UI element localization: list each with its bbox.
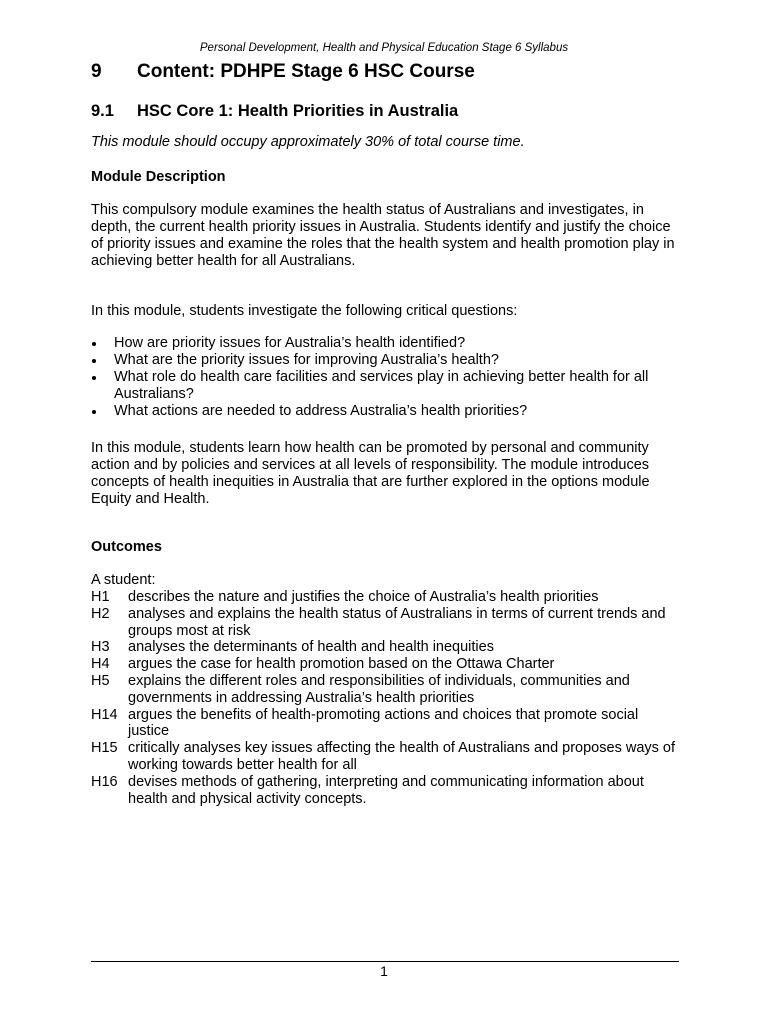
outcome-code: H2 xyxy=(91,605,110,622)
outcome-text: analyses and explains the health status of Australians in terms of current trends and groups most at risk xyxy=(128,605,666,639)
list-item: What actions are needed to address Australia’s health priorities? xyxy=(91,403,681,420)
outcome-text: describes the nature and justifies the choice of Australia’s health priorities xyxy=(128,589,599,605)
outcomes-heading: Outcomes xyxy=(91,539,162,555)
page-number: 1 xyxy=(380,963,388,979)
critical-questions-list xyxy=(91,335,681,420)
bullet-icon xyxy=(92,410,96,414)
outcome-text: analyses the determinants of health and health inequities xyxy=(128,639,494,656)
module-description-paragraph: This compulsory module examines the health status of Australians and investigates, in depth, the current health priority issues in Australia. Students identify and justify the choice of priority issues and examine the roles that the health system and health promotion play in achieving better health for all Australians. xyxy=(91,202,675,269)
learn-paragraph: In this module, students learn how health can be promoted by personal and community action and by policies and services at all levels of responsibility. The module introduces concepts of health inequities in Australia that are further explored in the options module Equity and Health. xyxy=(91,440,650,507)
outcome-code: H3 xyxy=(91,639,110,656)
outcome-item xyxy=(91,606,681,640)
list-item: How are priority issues for Australia’s health identified? xyxy=(91,335,681,352)
bullet-icon xyxy=(92,342,96,346)
module-description-heading: Module Description xyxy=(91,169,226,185)
outcome-text: explains the different roles and responsibilities of individuals, communities and governments in addressing Australia’s health priorities xyxy=(128,672,630,706)
running-header: Personal Development, Health and Physical Education Stage 6 Syllabus xyxy=(199,42,569,54)
outcome-code: H4 xyxy=(91,656,110,673)
outcomes-intro: A student: xyxy=(91,572,156,588)
list-item: What role do health care facilities and services play in achieving better health for all Australians? xyxy=(91,369,681,403)
outcome-text: argues the benefits of health-promoting actions and choices that promote social justice xyxy=(128,706,639,740)
section-heading xyxy=(91,58,681,86)
list-item: What are the priority issues for improving Australia’s health? xyxy=(91,352,681,369)
outcome-item xyxy=(91,774,681,808)
section-number: 9 xyxy=(91,61,102,82)
footer-divider xyxy=(91,961,679,962)
outcome-item xyxy=(91,740,681,774)
outcome-item xyxy=(91,673,681,707)
bullet-icon xyxy=(92,359,96,363)
outcomes-list xyxy=(91,589,681,807)
outcome-item xyxy=(91,639,681,656)
outcome-item xyxy=(91,656,681,673)
outcome-code: H5 xyxy=(91,672,110,689)
outcome-text: devises methods of gathering, interpreting and communicating information about health and physical activity concepts. xyxy=(128,773,644,807)
outcome-text: argues the case for health promotion based on the Ottawa Charter xyxy=(128,656,555,673)
outcome-code: H14 xyxy=(91,706,118,723)
outcome-text: critically analyses key issues affecting the health of Australians and proposes ways of working towards better health for all xyxy=(128,740,675,773)
course-time-note: This module should occupy approximately 30% of total course time. xyxy=(91,134,525,150)
critical-questions-intro: In this module, students investigate the following critical questions: xyxy=(91,303,518,319)
page-content xyxy=(91,58,681,807)
outcome-code: H16 xyxy=(91,773,118,790)
outcome-code: H15 xyxy=(91,740,118,757)
subsection-heading xyxy=(91,98,681,124)
subsection-title: HSC Core 1: Health Priorities in Australia xyxy=(137,102,459,120)
outcome-item xyxy=(91,707,681,741)
outcome-code: H1 xyxy=(91,589,110,605)
bullet-icon xyxy=(92,376,96,380)
section-title: Content: PDHPE Stage 6 HSC Course xyxy=(137,61,475,82)
outcome-item xyxy=(91,589,681,606)
subsection-number: 9.1 xyxy=(91,102,114,120)
